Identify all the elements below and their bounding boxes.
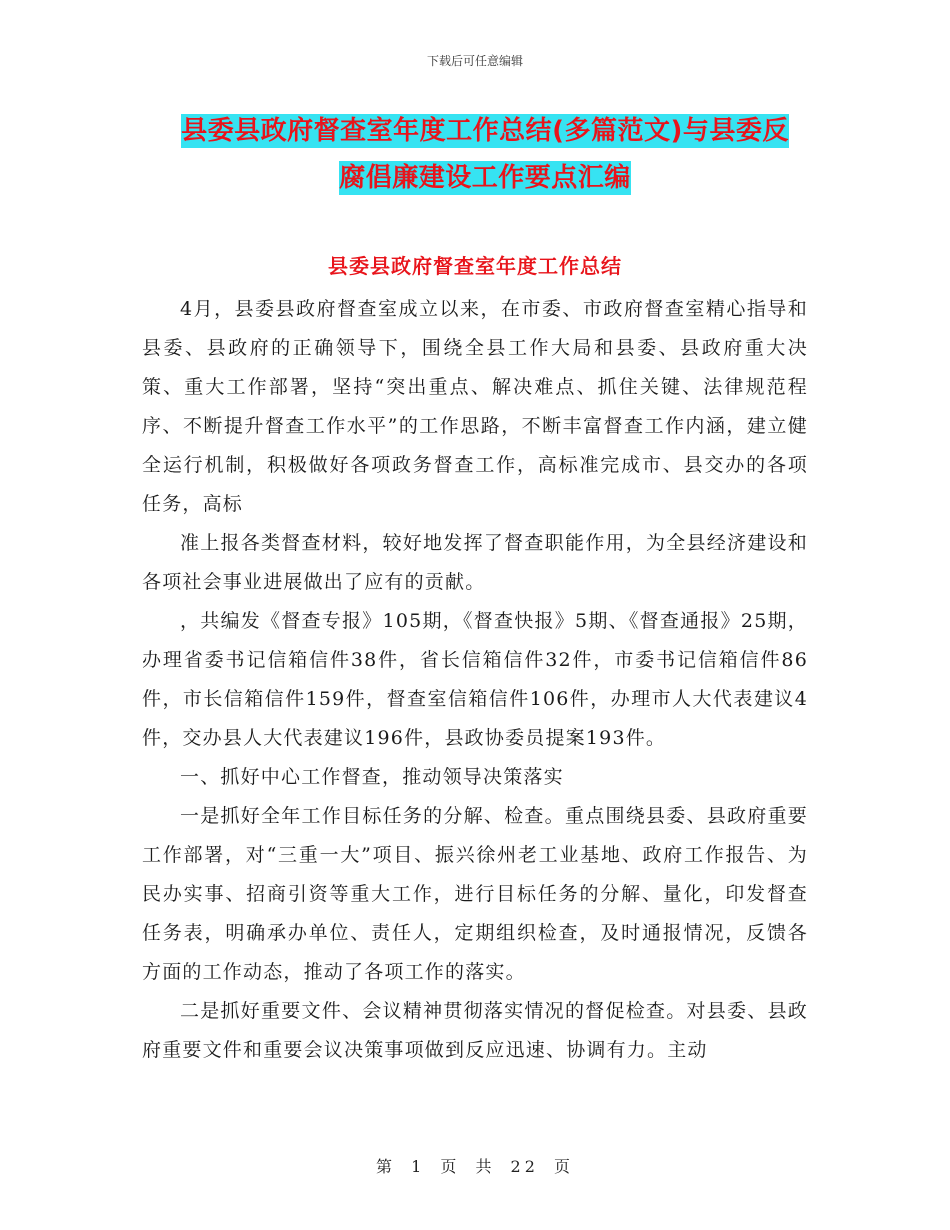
section-title: 县委县政府督查室年度工作总结 — [328, 254, 622, 278]
page-footer: 第 1 页 共 22 页 — [376, 1157, 574, 1176]
document-title-line-1: 县委县政府督查室年度工作总结(多篇范文)与县委反 — [181, 116, 789, 146]
document-title-line-2: 腐倡廉建设工作要点汇编 — [339, 163, 631, 193]
paragraph: 一、抓好中心工作督查，推动领导决策落实 — [180, 766, 564, 788]
paragraph: 一是抓好全年工作目标任务的分解、检查。重点围绕县委、县政府重要工作部署，对“三重一大”项目、振兴徐州老工业基地、政府工作报告、为民办实事、招商引资等重大工作，进行目标任务的分解、量化，印发督查任务表，明确承办单位、责任人，定期组织检查，及时通报情况，反馈各方面的工作动态，推动了各项工作的落实。 — [142, 805, 808, 983]
paragraph: 4月，县委县政府督查室成立以来，在市委、市政府督查室精心指导和县委、县政府的正确领导下，围绕全县工作大局和县委、县政府重大决策、重大工作部署，坚持“突出重点、解决难点、抓住关键、法律规范程序、不断提升督查工作水平”的工作思路，不断丰富督查工作内涵，建立健全运行机制，积极做好各项政务督查工作，高标准完成市、县交办的各项任务，高标 — [142, 298, 808, 515]
paragraph: 二是抓好重要文件、会议精神贯彻落实情况的督促检查。对县委、县政府重要文件和重要会议决策事项做到反应迅速、协调有力。主动 — [142, 1000, 808, 1061]
paragraph: ，共编发《督查专报》105期，《督查快报》5期、《督查通报》25期，办理省委书记信箱信件38件，省长信箱信件32件，市委书记信箱信件86件，市长信箱信件159件，督查室信箱信件106件，办理市人大代表建议4件，交办县人大代表建议196件，县政协委员提案193件。 — [142, 610, 808, 749]
header-note: 下载后可任意编辑 — [426, 54, 523, 68]
document-body — [142, 290, 808, 1070]
paragraph: 准上报各类督查材料，较好地发挥了督查职能作用，为全县经济建设和各项社会事业进展做出了应有的贡献。 — [142, 532, 808, 593]
document-title — [140, 108, 830, 202]
